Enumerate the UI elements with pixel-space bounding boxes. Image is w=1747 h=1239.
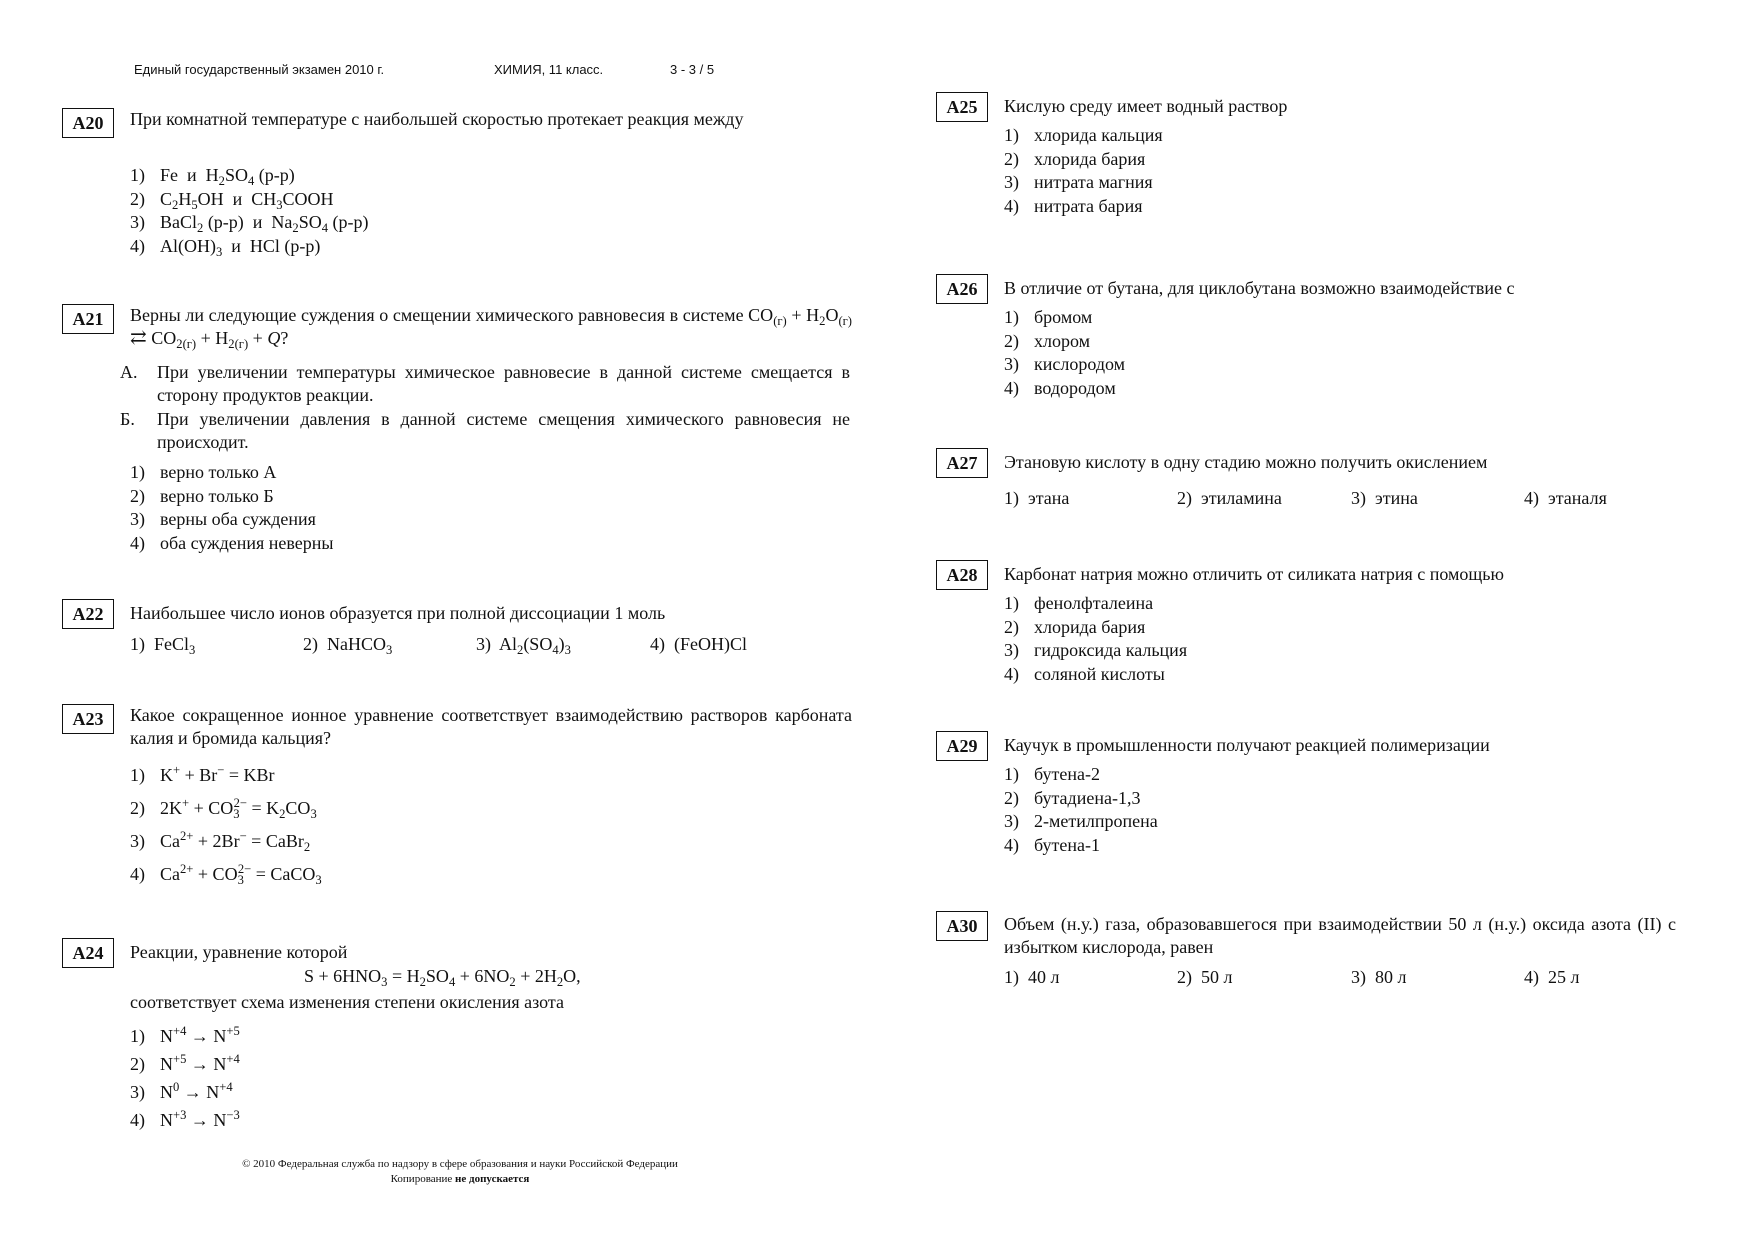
reaction-equation: $S + 6HNO_3 = H_2SO_4 + 6NO_2 + 2H_2O$, <box>304 966 581 989</box>
answer-option[interactable]: 4) бутена-1 <box>1004 834 1100 855</box>
question-stem: Каучук в промышленности получают реакцией полимеризации <box>1004 735 1490 755</box>
question-stem: Карбонат натрия можно отличить от силиката натрия с помощью <box>1004 564 1504 584</box>
answer-option[interactable]: 4) $Ca^{2+} + CO_3^{2-}$ = CaCO$_3$ <box>130 862 322 887</box>
answer-option[interactable]: 4) нитрата бария <box>1004 195 1143 216</box>
answer-options <box>1004 306 1125 400</box>
answer-option[interactable]: 2) бутадиена-1,3 <box>1004 787 1141 808</box>
answer-option[interactable]: 3) $N^0 \to N^{+4}$ <box>130 1080 233 1102</box>
answer-option[interactable]: 2) 50 л <box>1177 967 1233 987</box>
question-stem: Какое сокращенное ионное уравнение соответствует взаимодействию растворов карбоната калия и бромида кальция? <box>130 705 852 748</box>
answer-options <box>1004 965 1664 989</box>
answer-options <box>1004 592 1187 686</box>
answer-option[interactable]: 3) 80 л <box>1351 967 1407 987</box>
question-stem: Кислую среду имеет водный раствор <box>1004 96 1288 116</box>
answer-option[interactable]: 3) 2-метилпропена <box>1004 811 1158 831</box>
answer-option[interactable]: 3) BaCl$_2$ (р-р) и $Na_2SO_4$ (р-р) <box>130 212 369 235</box>
answer-option[interactable]: 2) хлором <box>1004 330 1091 351</box>
question-stem: Наибольшее число ионов образуется при полной диссоциации 1 моль <box>130 603 666 623</box>
question-stem: Верны ли следующие суждения о смещении химического равновесия в системе $CO_{(г)} + H_2O_{(г)}$ ⇄ $CO_{2(г)} + H_{2(г)} + Q$? <box>130 305 852 351</box>
answer-option[interactable]: 4) оба суждения неверны <box>130 532 334 553</box>
question-number: A21 <box>62 304 114 334</box>
question-stem-text: Верны ли следующие суждения о смещении химического равновесия в системе <box>130 305 744 325</box>
header-subject: ХИМИЯ, 11 класс. <box>494 62 604 77</box>
answer-option[interactable]: 3) гидроксида кальция <box>1004 640 1188 660</box>
answer-option[interactable]: 2) хлорида бария <box>1004 148 1146 169</box>
question-number: A26 <box>936 274 988 304</box>
answer-option[interactable]: 2) хлорида бария <box>1004 616 1146 637</box>
footer-copyright: © 2010 Федеральная служба по надзору в сфере образования и науки Российской Федерации <box>242 1158 678 1170</box>
answer-option[interactable]: 4) $N^{+3} \to N^{-3}$ <box>130 1108 240 1130</box>
question-number: A20 <box>62 108 114 138</box>
answer-option[interactable]: 3) нитрата магния <box>1004 172 1153 192</box>
answer-option[interactable]: 1) хлорида кальция <box>1004 125 1163 145</box>
statement-a <box>120 361 850 407</box>
answer-option[interactable]: 1) верно только А <box>130 462 277 482</box>
answer-option[interactable]: 4) $Al(OH)_3$ и HCl (р-р) <box>130 235 321 259</box>
question-number: A30 <box>936 911 988 941</box>
answer-option[interactable]: 1) фенолфталеина <box>1004 593 1154 613</box>
answer-option[interactable]: 2) этиламина <box>1177 488 1282 508</box>
question-number: A24 <box>62 938 114 968</box>
answer-option[interactable]: 3) кислородом <box>1004 354 1126 374</box>
answer-option[interactable]: 1) Fe и $H_2SO_4$ (р-р) <box>130 165 295 188</box>
statement-text: При увеличении температуры химическое равновесие в данной системе смещается в сторону продуктов реакции. <box>157 362 850 405</box>
statement-label: Б. <box>120 409 135 429</box>
question-stem: Реакции, уравнение которой <box>130 942 348 962</box>
answer-options <box>130 759 322 891</box>
answer-option[interactable]: 1) $N^{+4} \to N^{+5}$ <box>130 1024 240 1046</box>
answer-option[interactable]: 1) бромом <box>1004 307 1093 327</box>
answer-option[interactable]: 2) $N^{+5} \to N^{+4}$ <box>130 1052 240 1074</box>
statement-label: А. <box>120 362 138 382</box>
answer-options <box>1004 124 1163 218</box>
answer-option[interactable]: 1) K+ + Br− = KBr <box>130 763 275 785</box>
answer-option[interactable]: 1) 40 л <box>1004 967 1060 987</box>
answer-option[interactable]: 4) 25 л <box>1524 967 1580 987</box>
footer <box>195 1157 725 1187</box>
answer-options <box>130 632 790 656</box>
answer-option[interactable]: 2) NaHCO$_3$ <box>303 634 393 657</box>
question-number: A28 <box>936 560 988 590</box>
answer-option[interactable]: 1) FeCl$_3$ <box>130 634 196 657</box>
question-stem: При комнатной температуре с наибольшей скоростью протекает реакция между <box>130 109 744 129</box>
answer-option[interactable]: 4) водородом <box>1004 377 1116 398</box>
answer-option[interactable]: 1) бутена-2 <box>1004 764 1100 784</box>
answer-option[interactable]: 4) (FeOH)Cl <box>650 634 747 654</box>
answer-option[interactable]: 3) $Al_2(SO_4)_3$ <box>476 634 571 657</box>
answer-option[interactable]: 2) верно только Б <box>130 485 274 506</box>
answer-option[interactable]: 2) $2K^+ + CO_3^{2-} = K_2CO_3$ <box>130 796 317 821</box>
question-stem-after: соответствует схема изменения степени окисления азота <box>130 992 564 1012</box>
question-stem: Объем (н.у.) газа, образовавшегося при взаимодействии 50 л (н.у.) оксида азота (II) с избытком кислорода, равен <box>1004 914 1676 957</box>
answer-option[interactable]: 4) соляной кислоты <box>1004 663 1165 684</box>
answer-option[interactable]: 3) $Ca^{2+} + 2Br^-$ = CaBr$_2$ <box>130 829 311 854</box>
footer-copy-notice: Копирование не допускается <box>390 1173 530 1185</box>
question-stem: В отличие от бутана, для циклобутана возможно взаимодействие с <box>1004 278 1515 298</box>
question-number: A22 <box>62 599 114 629</box>
answer-option[interactable]: 1) этана <box>1004 488 1070 508</box>
answer-options <box>130 164 369 258</box>
question-number: A29 <box>936 731 988 761</box>
answer-options <box>1004 763 1158 857</box>
question-number: A25 <box>936 92 988 122</box>
question-stem: Этановую кислоту в одну стадию можно получить окислением <box>1004 452 1488 472</box>
answer-option[interactable]: 3) этина <box>1351 488 1418 508</box>
header-exam: Единый государственный экзамен 2010 г. <box>134 62 385 77</box>
answer-options <box>1004 486 1664 510</box>
statement-b <box>120 408 850 454</box>
statement-text: При увеличении давления в данной системе смещения химического равновесия не происходит. <box>157 409 850 452</box>
question-number: A23 <box>62 704 114 734</box>
question-number: A27 <box>936 448 988 478</box>
answer-option[interactable]: 2) $C_2H_5OH$ и $CH_3COOH$ <box>130 188 334 212</box>
answer-options <box>130 1022 240 1134</box>
answer-option[interactable]: 3) верны оба суждения <box>130 509 316 529</box>
header-page: 3 - 3 / 5 <box>670 62 715 77</box>
answer-options <box>130 461 334 555</box>
answer-option[interactable]: 4) этаналя <box>1524 488 1607 508</box>
